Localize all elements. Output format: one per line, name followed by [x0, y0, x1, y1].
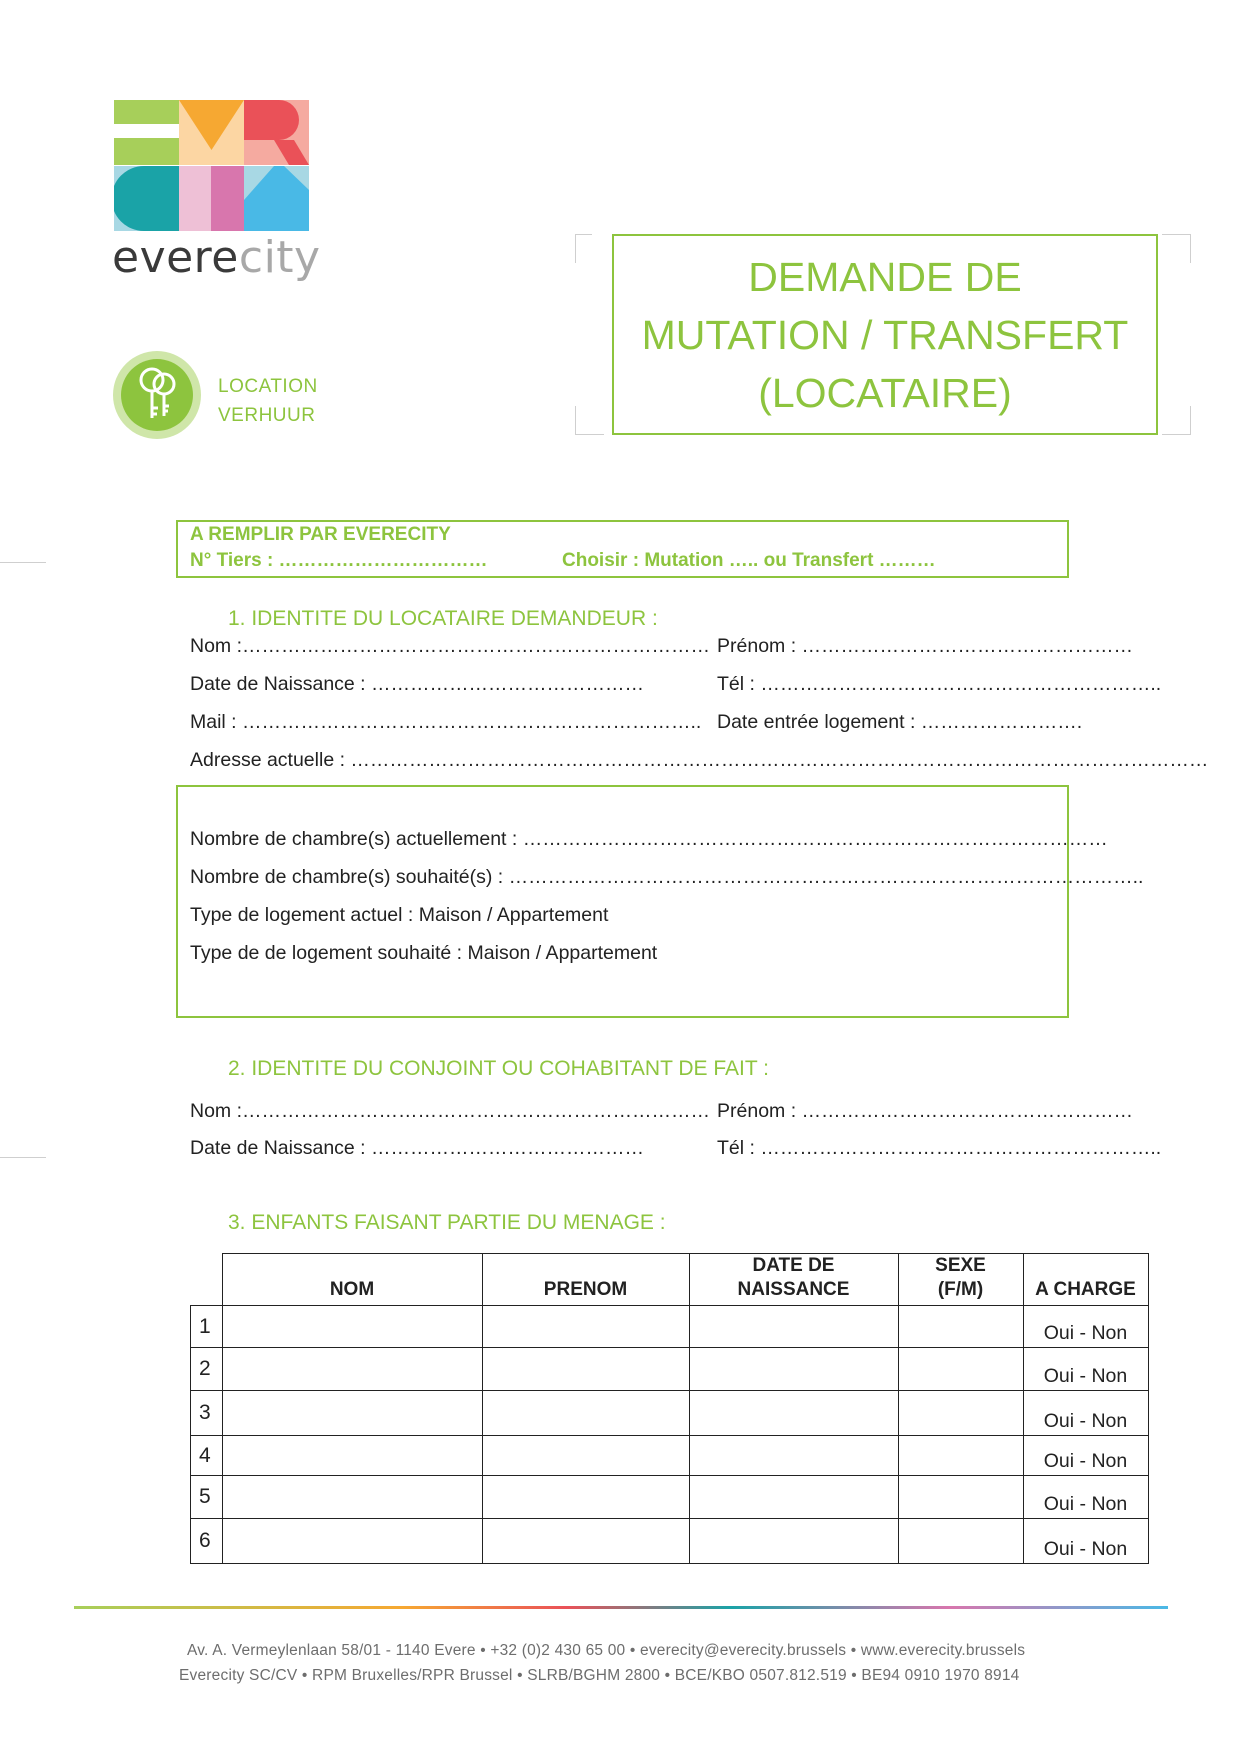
type-souhait-choice[interactable]: Type de de logement souhaité : Maison / Appartement — [190, 942, 658, 964]
s2-naissance-field[interactable]: Date de Naissance : …………………………………… — [190, 1137, 645, 1159]
table-row — [191, 1436, 1149, 1476]
document-title: DEMANDE DE MUTATION / TRANSFERT (LOCATAIRE) — [641, 253, 1129, 416]
s1-tel-field[interactable]: Tél : …………………………………………………….. — [717, 673, 1162, 695]
service-label-nl: VERHUUR — [218, 405, 316, 426]
cell-prenom[interactable] — [482, 1436, 689, 1476]
cell-date[interactable] — [689, 1519, 898, 1564]
cell-nom[interactable] — [222, 1476, 482, 1519]
table-row — [191, 1306, 1149, 1348]
cell-charge[interactable]: Oui - Non — [1023, 1436, 1148, 1476]
fold-mark — [0, 562, 46, 563]
children-table — [190, 1253, 1149, 1564]
cell-prenom[interactable] — [482, 1476, 689, 1519]
cell-charge[interactable]: Oui - Non — [1023, 1519, 1148, 1564]
cell-charge[interactable]: Oui - Non — [1023, 1306, 1148, 1348]
crop-mark — [575, 234, 592, 263]
s1-entree-field[interactable]: Date entrée logement : ……………………. — [717, 711, 1083, 733]
crop-mark — [575, 406, 604, 435]
table-header-row — [191, 1254, 1149, 1306]
table-row — [191, 1348, 1149, 1391]
row-number: 3 — [191, 1391, 223, 1436]
chambres-actuel-field[interactable]: Nombre de chambre(s) actuellement : ……………………………………………………………………………… — [190, 828, 1108, 850]
document-title-box — [612, 234, 1158, 435]
admin-heading: A REMPLIR PAR EVERECITY — [190, 524, 451, 545]
cell-date[interactable] — [689, 1436, 898, 1476]
housing-preferences-box — [176, 785, 1069, 1018]
row-number: 4 — [191, 1436, 223, 1476]
brand-wordmark: everecity — [112, 232, 321, 283]
cell-prenom[interactable] — [482, 1306, 689, 1348]
table-header-blank — [191, 1254, 223, 1306]
s1-nom-field[interactable]: Nom :……………………………………………………………… — [190, 635, 711, 657]
s1-prenom-field[interactable]: Prénom : …………………………………………… — [717, 635, 1134, 657]
crop-mark — [1162, 234, 1191, 263]
row-number: 6 — [191, 1519, 223, 1564]
s2-nom-field[interactable]: Nom :……………………………………………………………… — [190, 1100, 711, 1122]
cell-sexe[interactable] — [898, 1436, 1023, 1476]
header-date: DATE DE NAISSANCE — [689, 1254, 898, 1306]
section2-title: 2. IDENTITE DU CONJOINT OU COHABITANT DE FAIT : — [228, 1057, 770, 1080]
footer-address: Av. A. Vermeylenlaan 58/01 - 1140 Evere • +32 (0)2 430 65 00 • everecity@everecity.brussels • www.everecity.brussels — [187, 1642, 1026, 1659]
cell-sexe[interactable] — [898, 1391, 1023, 1436]
cell-prenom[interactable] — [482, 1391, 689, 1436]
header-charge: A CHARGE — [1023, 1254, 1148, 1306]
section1-title: 1. IDENTITE DU LOCATAIRE DEMANDEUR : — [228, 607, 658, 630]
cell-prenom[interactable] — [482, 1519, 689, 1564]
cell-charge[interactable]: Oui - Non — [1023, 1348, 1148, 1391]
cell-date[interactable] — [689, 1391, 898, 1436]
cell-sexe[interactable] — [898, 1348, 1023, 1391]
row-number: 5 — [191, 1476, 223, 1519]
cell-date[interactable] — [689, 1306, 898, 1348]
header-nom: NOM — [222, 1254, 482, 1306]
cell-prenom[interactable] — [482, 1348, 689, 1391]
cell-date[interactable] — [689, 1348, 898, 1391]
admin-choice-field[interactable]: Choisir : Mutation ….. ou Transfert ……… — [562, 550, 936, 571]
cell-sexe[interactable] — [898, 1306, 1023, 1348]
cell-nom[interactable] — [222, 1436, 482, 1476]
chambres-souhait-field[interactable]: Nombre de chambre(s) souhaité(s) : …………………………………………………………………………………….. — [190, 866, 1144, 888]
header-prenom: PRENOM — [482, 1254, 689, 1306]
cell-charge[interactable]: Oui - Non — [1023, 1476, 1148, 1519]
table-row — [191, 1391, 1149, 1436]
row-number: 1 — [191, 1306, 223, 1348]
s1-naissance-field[interactable]: Date de Naissance : …………………………………… — [190, 673, 645, 695]
s2-prenom-field[interactable]: Prénom : …………………………………………… — [717, 1100, 1134, 1122]
cell-nom[interactable] — [222, 1519, 482, 1564]
cell-nom[interactable] — [222, 1306, 482, 1348]
row-number: 2 — [191, 1348, 223, 1391]
keys-icon — [112, 350, 202, 440]
service-label-fr: LOCATION — [218, 376, 318, 397]
cell-sexe[interactable] — [898, 1519, 1023, 1564]
crop-mark — [1162, 406, 1191, 435]
footer-legal: Everecity SC/CV • RPM Bruxelles/RPR Brussel • SLRB/BGHM 2800 • BCE/KBO 0507.812.519 • BE94 0910 1970 8914 — [179, 1667, 1020, 1684]
footer-divider — [74, 1606, 1168, 1609]
cell-nom[interactable] — [222, 1391, 482, 1436]
header-sexe: SEXE (F/M) — [898, 1254, 1023, 1306]
cell-charge[interactable]: Oui - Non — [1023, 1391, 1148, 1436]
s1-adresse-field[interactable]: Adresse actuelle : …………………………………………………………………………………………………………………… — [190, 749, 1209, 771]
s1-mail-field[interactable]: Mail : …………………………………………………………….. — [190, 711, 702, 733]
cell-sexe[interactable] — [898, 1476, 1023, 1519]
cell-nom[interactable] — [222, 1348, 482, 1391]
type-actuel-choice[interactable]: Type de logement actuel : Maison / Appartement — [190, 904, 609, 926]
s2-tel-field[interactable]: Tél : …………………………………………………….. — [717, 1137, 1162, 1159]
table-row — [191, 1519, 1149, 1564]
cell-date[interactable] — [689, 1476, 898, 1519]
section3-title: 3. ENFANTS FAISANT PARTIE DU MENAGE : — [228, 1211, 666, 1234]
service-label — [218, 372, 318, 430]
fold-mark — [0, 1157, 46, 1158]
table-row — [191, 1476, 1149, 1519]
admin-tiers-field[interactable]: N° Tiers : …………………………… — [190, 550, 488, 571]
everecity-logo — [114, 100, 309, 231]
